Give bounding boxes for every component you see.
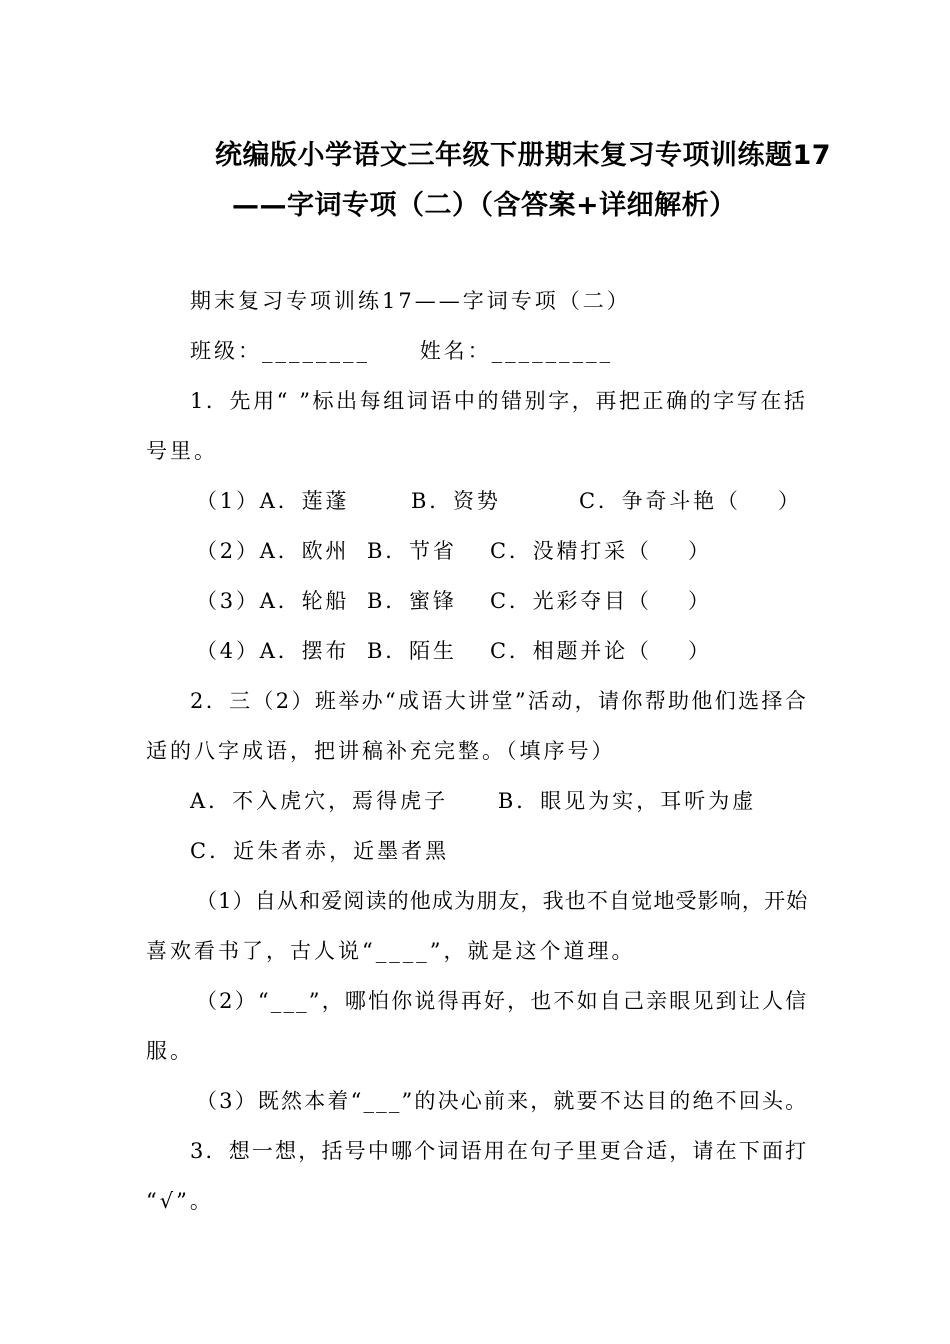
class-field-label: 班级：________ (190, 339, 370, 363)
q1-item-3-close-paren: ） (688, 589, 712, 613)
q1-item-4-option-a: （4）A．摆布 (196, 639, 350, 663)
q2-options-row-1 (190, 786, 756, 816)
document-title-line-1: 统编版小学语文三年级下册期末复习专项训练题17 (215, 140, 832, 171)
q1-item-2-option-b: B．节省 (367, 539, 457, 563)
q1-item-2 (196, 536, 816, 566)
q1-item-3-option-c: C．光彩夺目（ (490, 589, 652, 613)
name-field-label: 姓名：_________ (419, 339, 614, 363)
q1-item-3 (196, 586, 816, 616)
q2-sentence-2-line-1: （2）“___”，哪怕你说得再好，也不如自己亲眼见到让人信 (196, 989, 809, 1013)
q2-option-b: B．眼见为实，耳听为虚 (497, 789, 757, 813)
q1-item-1-option-c: C．争奇斗艳（ (579, 489, 741, 513)
q1-item-1-option-a: （1）A．莲蓬 (196, 489, 350, 513)
q1-prompt-line-1: 1．先用“ ”标出每组词语中的错别字，再把正确的字写在括 (190, 389, 808, 413)
q2-sentence-3: （3）既然本着“___”的决心前来，就要不达目的绝不回头。 (196, 1089, 809, 1113)
q2-option-c: C．近朱者赤，近墨者黑 (190, 839, 450, 863)
q2-sentence-1-line-1: （1）自从和爱阅读的他成为朋友，我也不自觉地受影响，开始 (196, 889, 809, 913)
q2-sentence-1-line-2: 喜欢看书了，古人说“____”，就是这个道理。 (146, 939, 636, 963)
q1-prompt-line-2: 号里。 (146, 439, 218, 463)
q3-prompt-line-2: “√”。 (146, 1189, 214, 1213)
q2-prompt-line-2: 适的八字成语，把讲稿补充完整。（填序号） (146, 739, 616, 763)
q1-item-2-option-a: （2）A．欧州 (196, 539, 350, 563)
q1-item-4 (196, 636, 816, 666)
q2-prompt-line-1: 2．三（2）班举办“成语大讲堂”活动，请你帮助他们选择合 (190, 689, 809, 713)
q1-item-4-option-c: C．相题并论（ (490, 639, 652, 663)
q1-item-1 (196, 486, 816, 516)
q1-item-3-option-b: B．蜜锋 (367, 589, 457, 613)
student-info-row (190, 336, 613, 366)
q2-option-a: A．不入虎穴，焉得虎子 (190, 789, 449, 813)
q1-item-1-close-paren: ） (778, 489, 802, 513)
q1-item-4-close-paren: ） (688, 639, 712, 663)
q1-item-2-option-c: C．没精打采（ (490, 539, 652, 563)
section-subtitle: 期末复习专项训练17——字词专项（二） (190, 289, 631, 313)
document-title-line-2: ——字词专项（二）（含答案+详细解析） (232, 190, 737, 221)
q2-sentence-2-line-2: 服。 (146, 1039, 194, 1063)
q1-item-4-option-b: B．陌生 (367, 639, 457, 663)
q1-item-3-option-a: （3）A．轮船 (196, 589, 350, 613)
q1-item-1-option-b: B．资势 (411, 489, 501, 513)
q1-item-2-close-paren: ） (688, 539, 712, 563)
q3-prompt-line-1: 3．想一想，括号中哪个词语用在句子里更合适，请在下面打 (190, 1139, 809, 1163)
